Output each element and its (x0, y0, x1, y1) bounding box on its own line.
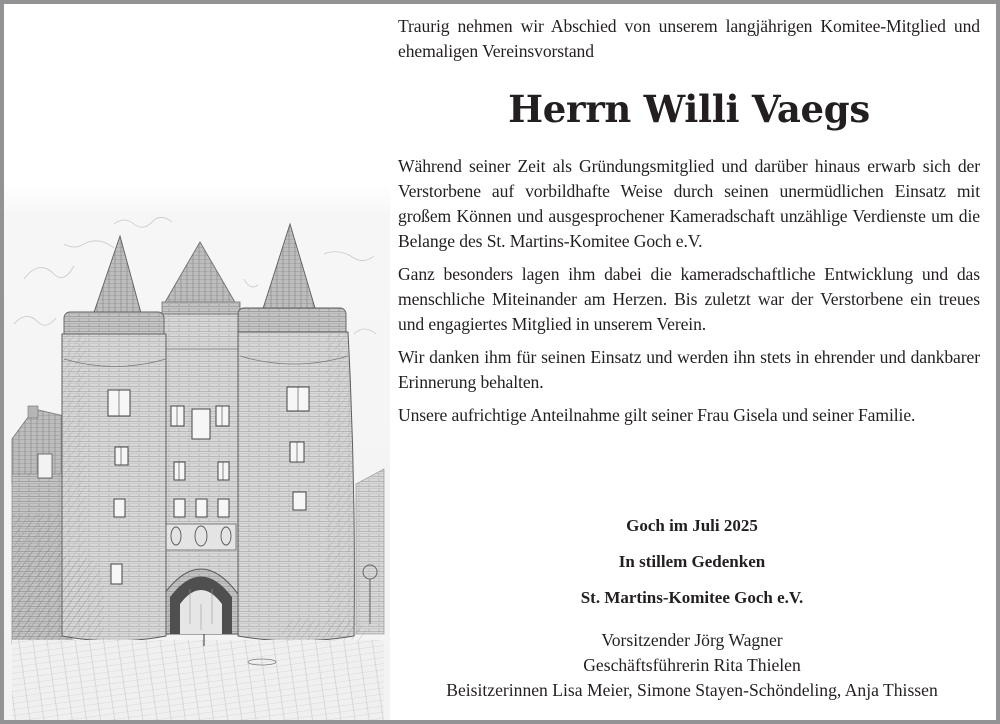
organization-name: St. Martins-Komitee Goch e.V. (580, 588, 804, 607)
paragraph-condolences: Unsere aufrichtige Anteilnahme gilt seiner Frau Gisela und seiner Familie. (398, 405, 916, 425)
obituary-text (398, 14, 980, 428)
signer-assessors: Beisitzerinnen Lisa Meier, Simone Stayen-Schöndeling, Anja Thissen (446, 680, 938, 700)
place-date: Goch im Juli 2025 (626, 516, 758, 535)
paragraph-merits: Während seiner Zeit als Gründungsmitglied und darüber hinaus erwarb sich der Verstorbene auf vorbildhafte Weise durch seinen unermüdlichen Einsatz mit großem Können und ausgesprochener Kameradschaft unzählige Verdienste um die Belange des St. Martins-Komitee Goch e.V. (398, 156, 980, 251)
closing-block (398, 516, 986, 703)
paragraph-thanks: Wir danken ihm für seinen Einsatz und werden ihn stets in ehrender und dankbarer Erinnerung behalten. (398, 347, 980, 392)
obituary-card (4, 4, 996, 720)
gate-drawing-icon (4, 184, 390, 720)
deceased-name: Herrn Willi Vaegs (508, 87, 870, 131)
paragraph-character: Ganz besonders lagen ihm dabei die kameradschaftliche Entwicklung und das menschliche Miteinander am Herzen. Bis zuletzt war der Verstorbene ein treues und engagiertes Mitglied in unserem Verein. (398, 264, 980, 334)
signer-manager: Geschäftsführerin Rita Thielen (583, 655, 801, 675)
signers-list (398, 628, 986, 703)
gate-illustration (4, 184, 390, 720)
intro-text: Traurig nehmen wir Abschied von unserem langjährigen Komitee-Mitglied und ehemaligen Vereinsvorstand (398, 16, 980, 61)
signer-chair: Vorsitzender Jörg Wagner (601, 630, 783, 650)
remembrance-line: In stillem Gedenken (618, 552, 766, 571)
